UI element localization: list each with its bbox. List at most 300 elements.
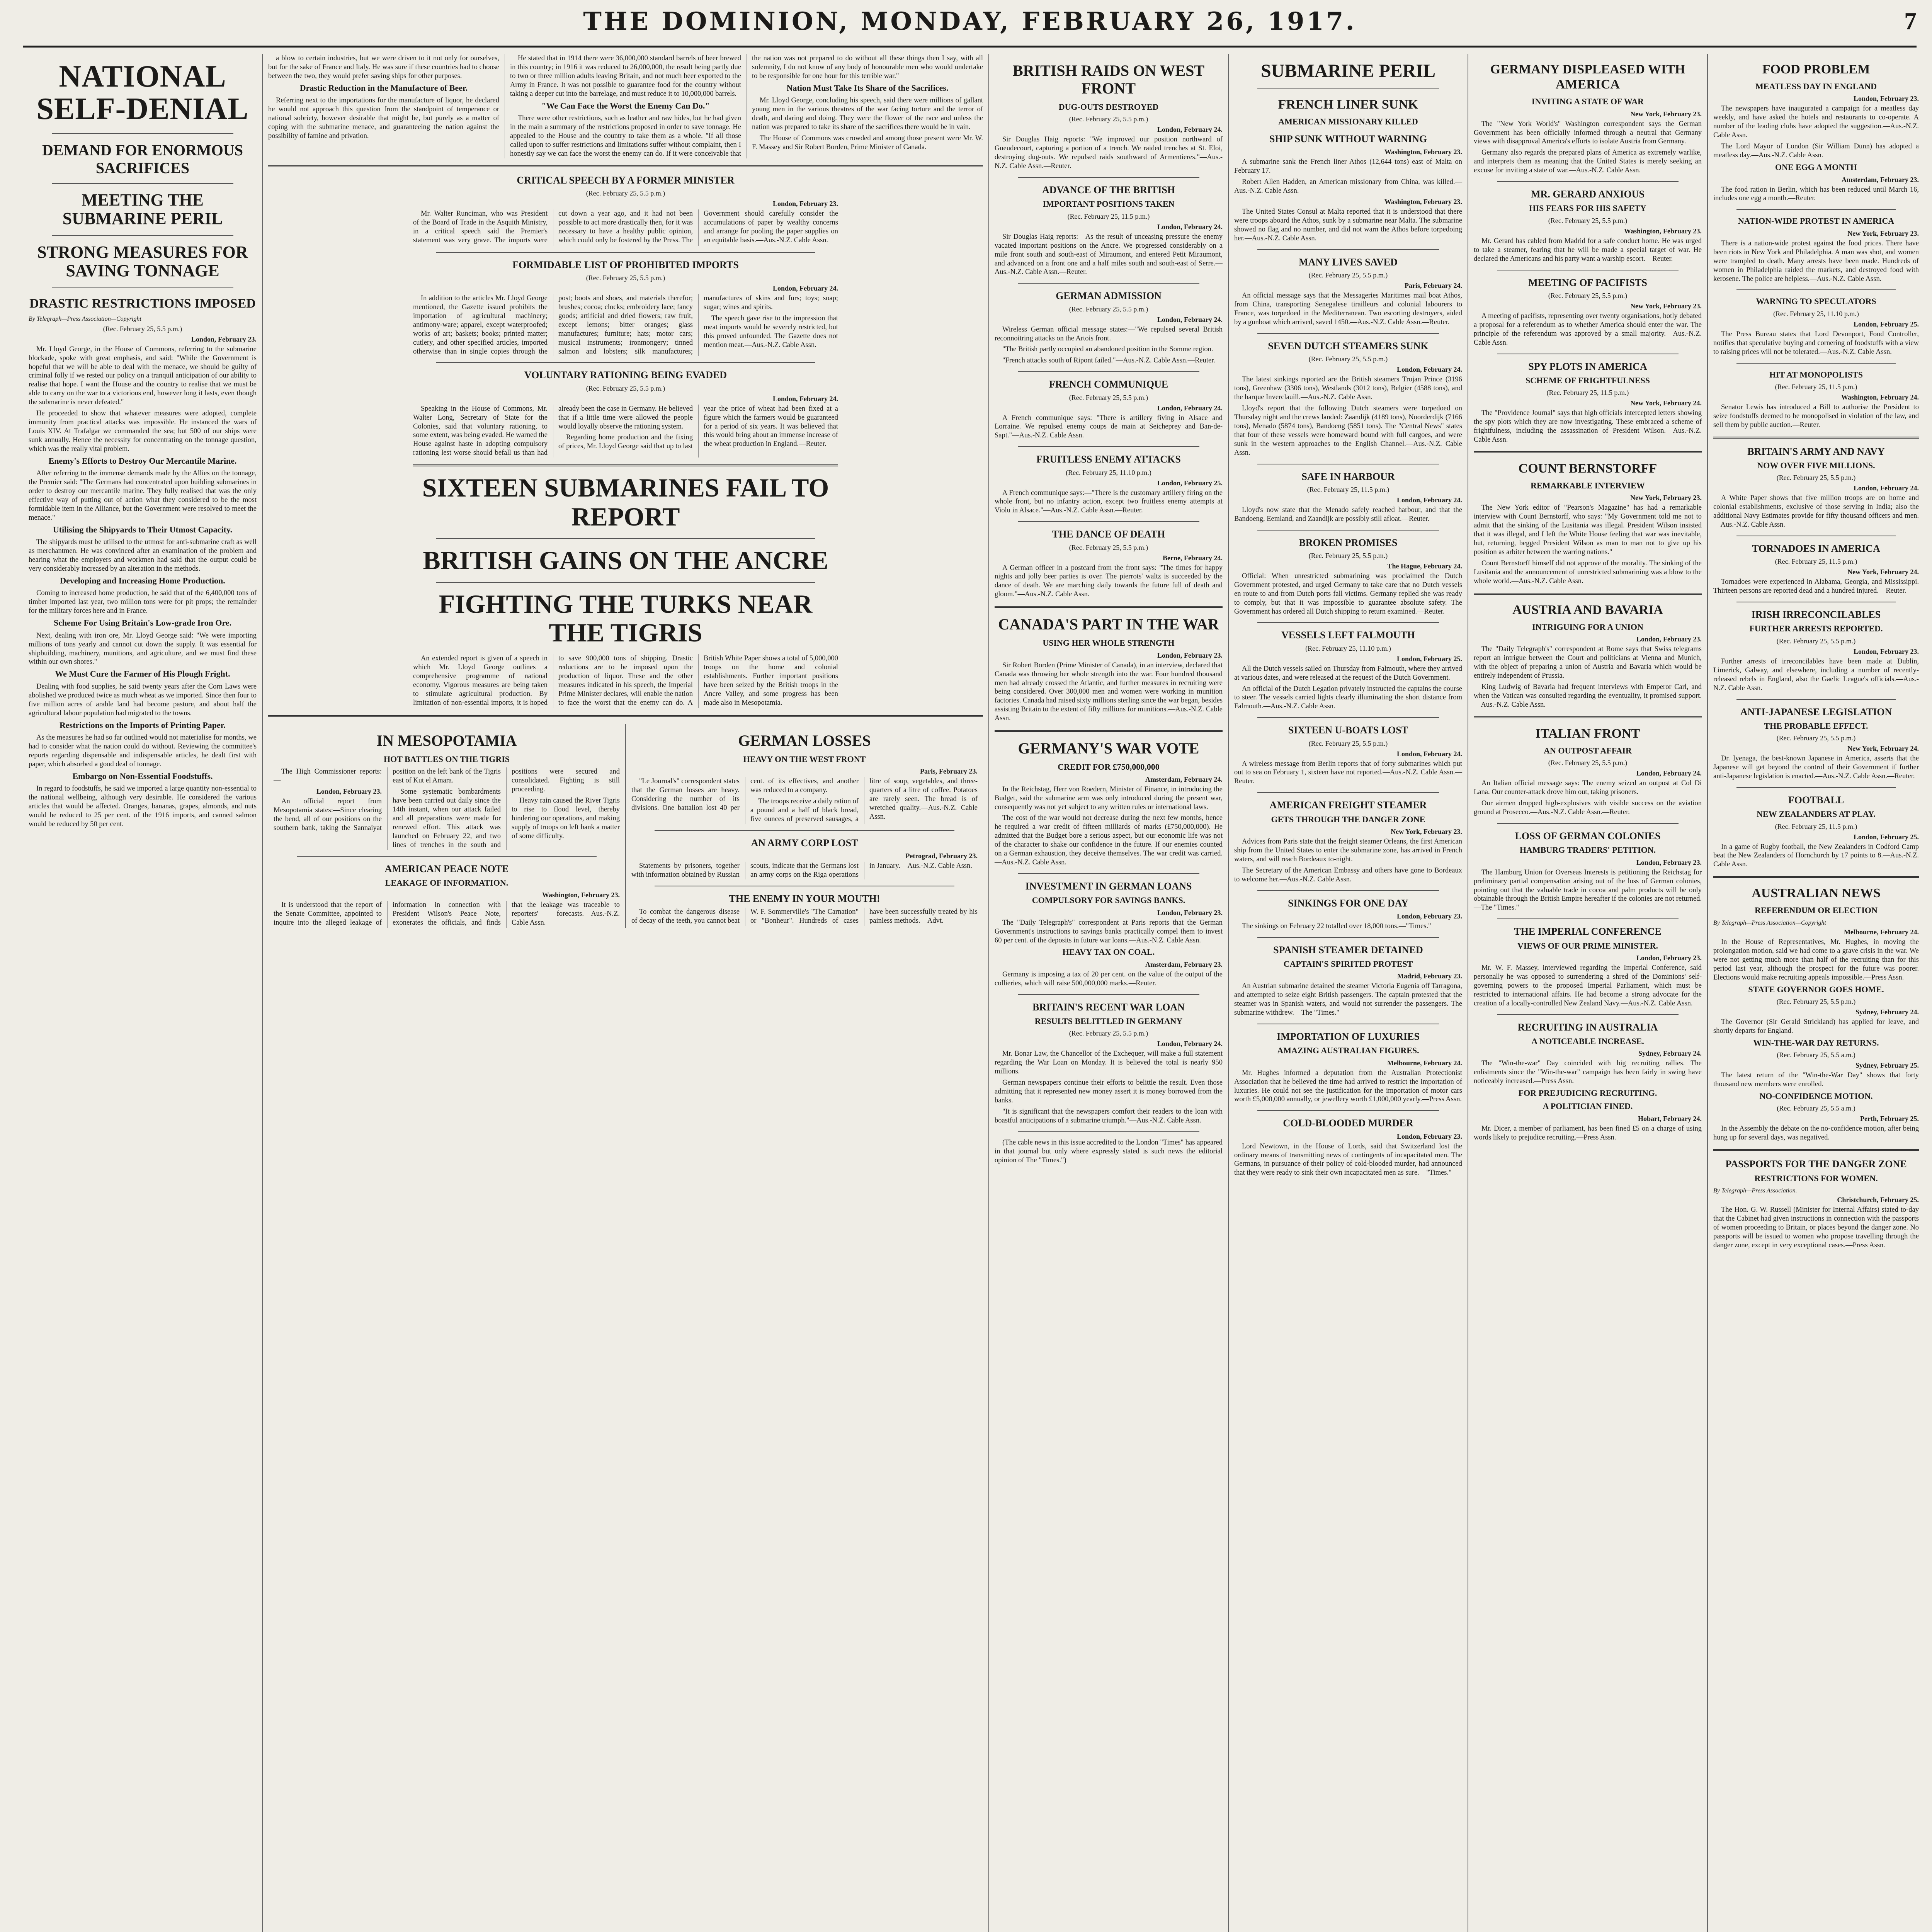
paragraph: The newspapers have inaugurated a campaign for a meatless day weekly, and have asked the hotels and restaurants to co-operate. A number of the leading clubs have adopted the suggestion.—Aus.-N.Z. Cable Assn. xyxy=(1713,105,1919,139)
article-body xyxy=(1234,291,1462,327)
headline: COUNT BERNSTORFF xyxy=(1518,461,1657,476)
paragraph: King Ludwig of Bavaria had frequent interviews with Emperor Carl, and when the Vatican was consulted regarding the eventuality, it promised support.—Aus.-N.Z. Cable Assn. xyxy=(1474,683,1702,709)
subhead: NEW ZEALANDERS AT PLAY. xyxy=(1757,809,1876,819)
subhead: THE PROBABLE EFFECT. xyxy=(1764,721,1868,731)
article-body xyxy=(1713,1071,1919,1089)
received-line: (Rec. February 25, 5.5 p.m.) xyxy=(1548,759,1628,767)
paragraph: Tornadoes were experienced in Alabama, Georgia, and Mississippi. Thirteen persons are reported dead and a hundred injured.—Reuter. xyxy=(1713,578,1919,595)
paragraph: The Press Bureau states that Lord Devonport, Food Controller, notifies that speculative buying and cornering of foodstuffs with a view to raising prices will not be tolerated.—Aus.-N.Z. Cable Assn. xyxy=(1713,330,1919,356)
paragraph: Sir Douglas Haig reports:—As the result of unceasing pressure the enemy vacated important positions on the Ancre. We progressed considerably on a mile front south and south-east of Miraumont, and entered Petit Miraumont, and advanced on a front one and a half miles south and south-east of Serre.—Aus.-N.Z. Cable Assn.—Reuter. xyxy=(995,233,1223,276)
received-line: (Rec. February 25, 5.5 p.m.) xyxy=(1776,474,1856,482)
dateline: London, February 23. xyxy=(191,335,257,343)
article-body xyxy=(1234,207,1462,243)
dateline: New York, February 24. xyxy=(1847,568,1919,576)
subhead: NOW OVER FIVE MILLIONS. xyxy=(1757,461,1875,471)
subhead: INTRIGUING FOR A UNION xyxy=(1532,622,1643,632)
subhead: RESULTS BELITTLED IN GERMANY xyxy=(1034,1016,1183,1026)
subhead: IMPORTANT POSITIONS TAKEN xyxy=(1043,199,1175,209)
paragraph: To combat the dangerous disease of decay of the teeth, you cannot beat W. F. Sommerville's "The Carnation" or "Bonheur". Hundreds of cases have been successfully treated by his painless methods.—Advt. xyxy=(631,908,978,925)
paragraph: The New York editor of "Pearson's Magazine" has had a remarkable interview with Count Bernstorff, who says: "My Government told me not to admit that the sinking of the Lusitania was illegal. President Wilson insisted that it was illegal, and I left the White House feeling that war was inevitable, but, returning, begged President Wilson as man to man not to give up his position as arbiter between the warring nations." xyxy=(1474,504,1702,556)
paragraph: The speech gave rise to the impression that meat imports would be severely restricted, but this proved unfounded. The Gazette does not mention meat.—Aus.-N.Z. Cable Assn. xyxy=(704,314,838,349)
received-line: (Rec. February 25, 11.5 p.m.) xyxy=(1775,383,1857,391)
dateline: London, February 23. xyxy=(1396,912,1462,920)
article-body xyxy=(274,901,620,928)
dateline: Amsterdam, February 24. xyxy=(1145,775,1223,783)
paragraph: In the Reichstag, Herr von Roedern, Minister of Finance, in introducing the Budget, said the submarine arm was only introduced during the present war, consequently was not yet subject to any written rules or international laws. xyxy=(995,785,1223,811)
paragraph: Lloyd's now state that the Menado safely reached harbour, and that the Bandoeng, Eemland, and Zaandijk are possibly still afloat.—Reuter. xyxy=(1234,506,1462,523)
column-1 xyxy=(23,54,263,1932)
headline-sixteen-submarines: SIXTEEN SUBMARINES FAIL TO REPORT xyxy=(422,473,829,532)
dateline: New York, February 23. xyxy=(1630,110,1702,118)
masthead-title: THE DOMINION, MONDAY, FEBRUARY 26, 1917. xyxy=(583,7,1357,36)
headline: SPANISH STEAMER DETAINED xyxy=(1273,944,1423,956)
headline: FRUITLESS ENEMY ATTACKS xyxy=(1036,454,1181,465)
headline-saving-tonnage: STRONG MEASURES FOR SAVING TONNAGE xyxy=(37,242,248,281)
article-body xyxy=(1713,494,1919,529)
dateline: London, February 23. xyxy=(1636,858,1702,866)
article-body xyxy=(1234,375,1462,457)
subhead: HEAVY ON THE WEST FRONT xyxy=(743,754,866,764)
paragraph: An official report from Mesopotamia states:—Since clearing the bend, all of our positions on the southern bank, taking the Sannaiyat position on the left bank of the Tigris east of Kut el Amara. xyxy=(274,768,501,832)
paragraph: Statements by prisoners, together with information obtained by Russian scouts, indicate that the Germans lost an army corps on the Riga operations in January.—Aus.-N.Z. Cable Assn. xyxy=(631,862,972,879)
page-number: 7 xyxy=(1904,7,1917,35)
dateline: Melbourne, February 24. xyxy=(1387,1059,1462,1067)
column-3 xyxy=(989,54,1229,1932)
received-line: (Rec. February 25, 5.5 p.m.) xyxy=(1308,355,1388,363)
headline: ADVANCE OF THE BRITISH xyxy=(1042,184,1175,196)
dateline: London, February 24. xyxy=(772,395,838,403)
headline: IMPORTATION OF LUXURIES xyxy=(1277,1031,1420,1043)
paragraph: In regard to foodstuffs, he said we imported a large quantity non-essential to the national wellbeing, although very desirable. He considered the various articles that would be affected. Oranges, bananas, grapes, almonds, and nuts would be reduced to 25 per cent. of the 1916 imports, and canned salmon would be reduced by 50 per cent. xyxy=(29,785,257,828)
subhead: Restrictions on the Imports of Printing Paper. xyxy=(60,720,226,730)
article-body xyxy=(995,661,1223,723)
subhead: Embargo on Non-Essential Foodstuffs. xyxy=(72,771,213,781)
headline: SINKINGS FOR ONE DAY xyxy=(1288,897,1408,909)
subhead: FURTHER ARRESTS REPORTED. xyxy=(1749,624,1883,634)
headline: STATE GOVERNOR GOES HOME. xyxy=(1748,984,1884,994)
dateline: London, February 24. xyxy=(1396,366,1462,374)
headline: SIXTEEN U-BOATS LOST xyxy=(1288,724,1408,736)
editorial-note xyxy=(995,1138,1223,1165)
dateline: Madrid, February 23. xyxy=(1397,972,1462,980)
dateline: London, February 25. xyxy=(1157,479,1223,487)
article-body xyxy=(1234,837,1462,884)
headline: SPY PLOTS IN AMERICA xyxy=(1528,361,1647,372)
article-body xyxy=(1234,506,1462,524)
headline: ITALIAN FRONT xyxy=(1535,726,1640,741)
headline: THE IMPERIAL CONFERENCE xyxy=(1514,926,1662,937)
received-line: (Rec. February 25, 5.5 p.m.) xyxy=(1776,734,1856,742)
received-line: (Rec. February 25, 5.5 p.m.) xyxy=(1308,271,1388,279)
received-line: (Rec. February 25, 5.5 p.m.) xyxy=(1776,637,1856,645)
article-body xyxy=(995,1049,1223,1125)
dateline: London, February 24. xyxy=(1157,315,1223,323)
received-line: (Rec. February 25, 11.5 p.m.) xyxy=(1775,822,1857,830)
paragraph: "Le Journal's" correspondent states that the German losses are heavy. Considering the number of its divisions. One battalion lost 40 per cent. of its effectives, and another was reduced to a company. xyxy=(631,777,859,812)
paragraph: A meeting of pacifists, representing over twenty organisations, hotly debated a proposal for a referendum as to whether America should enter the war. The principle of the referendum was approved by a small majority.—Aus.-N.Z. Cable Assn. xyxy=(1474,312,1702,347)
received-line: (Rec. February 25, 11.10 p.m.) xyxy=(1305,644,1391,652)
byline: By Telegraph—Press Association—Copyright xyxy=(29,315,141,322)
headline: GERMANY DISPLEASED WITH AMERICA xyxy=(1490,62,1685,92)
subhead: REMARKABLE INTERVIEW xyxy=(1531,480,1645,490)
paragraph: Mr. W. F. Massey, interviewed regarding the Imperial Conference, said personally he was opposed to surrendering a shred of the Dominions' self-governing powers to the proposed Imperial Parliament, which must be restricted to international affairs. He had become a strong advocate for the creation of a locally-controlled New Zealand Navy.—Aus.-N.Z. Cable Assn. xyxy=(1474,964,1702,1007)
paragraph: Senator Lewis has introduced a Bill to authorise the President to seize foodstuffs deemed to be monopolised in violation of the law, and sell them by public auction.—Reuter. xyxy=(1713,403,1919,429)
article-body xyxy=(995,489,1223,515)
paragraph: Our airmen dropped high-explosives with visible success on the aviation ground at Prosecco.—Aus.-N.Z. Cable Assn.—Reuter. xyxy=(1474,799,1702,816)
paragraph: The latest return of the "Win-the-War Day" shows that forty thousand new members were enrolled. xyxy=(1713,1071,1919,1088)
dateline: Berne, February 24. xyxy=(1163,554,1223,562)
paragraph: It is understood that the report of the Senate Committee, appointed to inquire into the alleged leakage of information in connection with President Wilson's Peace Note, exonerates the officials, and finds that the leakage was traceable to reporters' forecasts.—Aus.-N.Z. Cable Assn. xyxy=(274,901,620,927)
dateline: Washington, February 24. xyxy=(1841,393,1919,401)
dateline: New York, February 24. xyxy=(1847,745,1919,753)
article-body xyxy=(631,777,978,824)
article-body xyxy=(1713,754,1919,781)
article-body xyxy=(1234,665,1462,711)
headline: FRENCH LINER SUNK xyxy=(1278,97,1418,112)
headline: PASSPORTS FOR THE DANGER ZONE xyxy=(1725,1158,1907,1170)
paragraph: Dealing with food supplies, he said twenty years after the Corn Laws were abolished we produced twice as much wheat as we imported. Since then four to five million acres of arable land had become pasture, and about half the agricultural labour population had migrated to the towns. xyxy=(29,682,257,717)
paragraph: Lloyd's report that the following Dutch steamers were torpedoed on Thursday night and the crews landed: Zaandijk (4189 tons), Noorderdijk (7166 tons), Menado (5874 tons), Bandoeng (5851 tons). The "Central News" states that four of these vessels were homeward bound with full cargoes, and were sunk in the western approaches to the English Channel.—Aus.-N.Z. Cable Assn. xyxy=(1234,404,1462,457)
paragraph: He stated that in 1914 there were 36,000,000 standard barrels of beer brewed in this country; in 1916 it was reduced to 26,000,000, the result being partly due to two or three million adults leaving Britain, and not much beer exported to the Army in France. It was not possible to guarantee food for the country without taking a deeper cut into the barrelage, and must reduce it to 10,000,000 barrels. xyxy=(510,54,741,98)
received-line: (Rec. February 25, 5.5 p.m.) xyxy=(1308,739,1388,747)
paragraph: Next, dealing with iron ore, Mr. Lloyd George said: "We were importing millions of tons yearly and cannot cut down the supply. It was essential for shipbuilding, machinery, munitions, and agriculture, and we must find these within our own shores." xyxy=(29,631,257,666)
paragraph: An Italian official message says: The enemy seized an outpost at Col Di Lana. Our counter-attack drove him out, taking prisoners. xyxy=(1474,779,1702,796)
article-body xyxy=(631,862,978,879)
dateline: London, February 25. xyxy=(1396,655,1462,663)
article-body xyxy=(995,918,1223,945)
subhead: SCHEME OF FRIGHTFULNESS xyxy=(1526,375,1650,385)
subhead: INVITING A STATE OF WAR xyxy=(1531,97,1644,107)
headline: THE ENEMY IN YOUR MOUTH! xyxy=(729,893,880,905)
headline: FOR PREJUDICING RECRUITING. xyxy=(1518,1088,1657,1098)
paragraph: "French attacks south of Ripont failed."—Aus.-N.Z. Cable Assn.—Reuter. xyxy=(1002,357,1216,365)
received-line: (Rec. February 25, 11.10 p.m.) xyxy=(1773,310,1859,318)
dateline: New York, February 23. xyxy=(1630,494,1702,502)
paragraph: Robert Allen Hadden, an American missionary from China, was killed.—Aus.-N.Z. Cable Assn. xyxy=(1234,178,1462,195)
paragraph: The Hamburg Union for Overseas Interests is petitioning the Reichstag for preliminary partial compensation arising out of the loss of German colonies, pointing out that the valuable trade in cocoa and palm products will be only obtainable through the British Empire hereafter if the colonies are not returned.—The "Times." xyxy=(1474,868,1702,912)
dateline: Paris, February 24. xyxy=(1405,282,1462,290)
paragraph: The food ration in Berlin, which has been reduced until March 16, includes one egg a month.—Reuter. xyxy=(1713,185,1919,202)
article-body xyxy=(1234,982,1462,1017)
advertisement-body xyxy=(631,908,978,926)
dateline: Melbourne, February 24. xyxy=(1844,928,1919,936)
headline: SEVEN DUTCH STEAMERS SUNK xyxy=(1268,340,1429,352)
received-line: (Rec. February 25, 5.5 p.m.) xyxy=(1069,1029,1148,1037)
article-body xyxy=(1713,843,1919,869)
dateline: London, February 24. xyxy=(1396,496,1462,504)
dateline: London, February 24. xyxy=(1396,750,1462,758)
received-line: (Rec. February 25, 5.5 p.m.) xyxy=(1069,305,1148,313)
article-body xyxy=(995,785,1223,867)
headline-fighting-turks: FIGHTING THE TURKS NEAR THE TIGRIS xyxy=(439,589,813,648)
paragraph: All the Dutch vessels sailed on Thursday from Falmouth, where they arrived at various dates, and were released at the request of the Dutch Government. xyxy=(1234,665,1462,682)
dateline: London, February 23. xyxy=(1636,635,1702,643)
critical-speech-article xyxy=(413,174,838,708)
subhead: Utilising the Shipyards to Their Utmost Capacity. xyxy=(53,524,233,534)
received-line: (Rec. February 25, 11.5 p.m.) xyxy=(1546,389,1629,397)
article-body xyxy=(1474,237,1702,264)
received-line: (Rec. February 25, 5.5 p.m.) xyxy=(586,384,665,392)
headline: FOOTBALL xyxy=(1788,794,1844,806)
headline: AN ARMY CORP LOST xyxy=(751,837,858,849)
dateline: London, February 23. xyxy=(772,199,838,207)
headline: COLD-BLOODED MURDER xyxy=(1283,1117,1413,1129)
headline: NO-CONFIDENCE MOTION. xyxy=(1759,1091,1873,1101)
paragraph: He proceeded to show that whatever measures were adopted, complete immunity from practical attacks was impossible. He instanced the wars of Louis XIV. At Trafalgar we commanded the sea; but 500 of our ships were sunk annually. Hence the necessity for concentrating on the tonnage question, which was the really vital problem. xyxy=(29,410,257,453)
subhead: AMERICAN MISSIONARY KILLED xyxy=(1278,116,1418,126)
paragraph: The "Daily Telegraph's" correspondent at Paris reports that the German Government's instructions to savings banks practically compel them to invest 60 per cent. of the deposits in future war loans.—Aus.-N.Z. Cable Assn. xyxy=(995,918,1223,944)
headline: AMERICAN FREIGHT STEAMER xyxy=(1269,799,1427,811)
received-line: (Rec. February 25, 5.5 p.m.) xyxy=(1069,393,1148,401)
subhead: Nation Must Take Its Share of the Sacrifices. xyxy=(786,83,949,93)
received-line: (Rec. February 25, 5.5 p.m.) xyxy=(1548,291,1628,299)
article-body xyxy=(1713,578,1919,595)
dateline: Perth, February 25. xyxy=(1860,1115,1919,1123)
subhead: Developing and Increasing Home Production. xyxy=(60,576,225,586)
headline: WIN-THE-WAR DAY RETURNS. xyxy=(1753,1037,1879,1048)
paragraph: Sir Douglas Haig reports: "We improved our position northward of Gueudecourt, capturing a portion of a trench. We raided trenches at St. Eloi, destroying dug-outs. We repulsed raids southward of Armentieres."—Aus.-N.Z. Cable Assn.—Reuter. xyxy=(995,136,1223,170)
subhead: LEAKAGE OF INFORMATION. xyxy=(385,878,509,888)
article-body xyxy=(1234,572,1462,616)
received-line: (Rec. February 25, 11.5 p.m.) xyxy=(1775,558,1857,566)
paragraph: "It is significant that the newspapers comfort their readers to the loan with boastful anticipations of a submarine triumph."—Aus.-N.Z. Cable Assn. xyxy=(995,1107,1223,1124)
paragraph: Speaking in the House of Commons, Mr. Walter Long, Secretary of State for the Colonies, said that voluntary rationing, to some extent, was being evaded. He warned the House against haste in adopting compulsory rationing lest worse should befall us than had already been the case in Germany. He believed that if a little time were allowed the people would loyally observe the rationing system. xyxy=(413,405,693,457)
headline: THE DANCE OF DEATH xyxy=(1052,529,1165,540)
headline: MR. GERARD ANXIOUS xyxy=(1531,189,1645,200)
subhead: GETS THROUGH THE DANGER ZONE xyxy=(1271,814,1425,824)
lower-split xyxy=(268,724,983,928)
dateline: Petrograd, February 23. xyxy=(905,852,978,860)
paragraph: (The cable news in this issue accredited to the London "Times" has appeared in that journal but only where expressly stated is such news the editorial opinion of The "Times.") xyxy=(995,1138,1223,1164)
received-line: (Rec. February 25, 5.5 p.m.) xyxy=(103,325,182,333)
headline: FOOD PROBLEM xyxy=(1762,62,1870,77)
paragraph: Advices from Paris state that the freight steamer Orleans, the first American ship from the United States to enter the submarine zone, has arrived in French waters, and will reach Bordeaux to-night. xyxy=(1234,837,1462,863)
dateline: London, February 25. xyxy=(1853,833,1919,841)
dateline: Washington, February 23. xyxy=(1384,148,1462,156)
paragraph: Mr. Dicer, a member of parliament, has been fined £5 on a charge of using words likely to prejudice recruiting.—Press Assn. xyxy=(1474,1124,1702,1141)
paragraph: An official of the Dutch Legation privately instructed the captains the course to steer. The vessels carried lights clearly illuminating the short distance from Falmouth.—Aus.-N.Z. Cable Assn. xyxy=(1234,685,1462,711)
received-line: (Rec. February 25, 5.5 p.m.) xyxy=(1776,997,1856,1005)
paragraph: The "Win-the-war" Day coincided with big recruiting rallies. The enlistments since the "Win-the-war" campaign has been fairly in swing have noticeably increased.—Press Assn. xyxy=(1474,1060,1702,1085)
article-body xyxy=(1713,239,1919,284)
article-body xyxy=(1234,158,1462,196)
headline: BRITISH RAIDS ON WEST FRONT xyxy=(1012,62,1205,97)
subhead: Scheme For Using Britain's Low-grade Iron Ore. xyxy=(53,618,232,628)
paragraph: The shipyards must be utilised to the utmost for anti-submarine craft as well as merchantmen. He was convinced after an examination of the problem and hearing what the employers and workmen had said that the output could be very considerably increased by an alteration in the methods. xyxy=(29,538,257,573)
subhead: AMAZING AUSTRALIAN FIGURES. xyxy=(1277,1046,1419,1056)
headline: RECRUITING IN AUSTRALIA xyxy=(1517,1021,1658,1033)
received-line: (Rec. February 25, 11.5 p.m.) xyxy=(1067,212,1150,220)
paragraph: The Hon. G. W. Russell (Minister for Internal Affairs) stated to-day that the Cabinet had given instructions in connection with the passports of women proceeding to Britain, or places beyond the danger zone. No passports will be issued to women who propose travelling through the danger zone, except in very exceptional cases.—Press Assn. xyxy=(1713,1206,1919,1249)
paragraph: In a game of Rugby football, the New Zealanders in Codford Camp beat the New Zealanders of Hornchurch by 17 points to 8.—Aus.-N.Z. Cable Assn. xyxy=(1713,843,1919,869)
headline: BRITAIN'S ARMY AND NAVY xyxy=(1747,446,1885,457)
headline: BROKEN PROMISES xyxy=(1299,537,1398,548)
dateline: London, February 23. xyxy=(1853,647,1919,655)
paragraph: Coming to increased home production, he said that of the 6,400,000 tons of timber imported last year, two million tons were for pit props; the remainder for the military forces here and in France. xyxy=(29,589,257,615)
subhead: Drastic Reduction in the Manufacture of Beer. xyxy=(299,83,468,93)
subhead: Enemy's Efforts to Destroy Our Mercantile Marine. xyxy=(48,456,237,466)
subhead: USING HER WHOLE STRENGTH xyxy=(1043,638,1175,648)
article-body xyxy=(413,209,838,246)
paragraph: An official message says that the Messageries Maritimes mail boat Athos, from China, transporting Senegalese tirailleurs and colonial labourers to France, was torpedoed in the Mediterranean. Two escorting destroyers, aided by a gunboat which arrived, saved 1450.—Aus.-N.Z. Cable Assn.—Reuter. xyxy=(1234,292,1462,326)
paragraph: Mr. Walter Runciman, who was President of the Board of Trade in the Asquith Ministry, in a critical speech said the Premier's statement was very grave. The imports were cut down a year ago, and it had not been possible to act more drastically then, for it was necessary to have a healthy public opinion, which could only be fostered by the Press. The Government should carefully consider the accumulations of paper by wealthy concerns and arrange for pooling the paper supplies on an equitable basis.—Aus.-N.Z. Cable Assn. xyxy=(413,209,838,244)
paragraph: The sinkings on February 22 totalled over 18,000 tons.—"Times." xyxy=(1242,922,1431,930)
headline-british-gains: BRITISH GAINS ON THE ANCRE xyxy=(423,545,828,575)
dateline: Sydney, February 25. xyxy=(1855,1061,1919,1070)
paragraph: A submarine sank the French liner Athos (12,644 tons) east of Malta on February 17. xyxy=(1234,158,1462,175)
received-line: (Rec. February 25, 5.5 a.m.) xyxy=(1777,1051,1855,1059)
headline-drastic-restrictions: DRASTIC RESTRICTIONS IMPOSED xyxy=(29,296,256,311)
column-6 xyxy=(1708,54,1924,1932)
column-2 xyxy=(263,54,989,1932)
headline: WARNING TO SPECULATORS xyxy=(1756,296,1876,306)
paragraph: In addition to the articles Mr. Lloyd George mentioned, the Gazette issued prohibits the importation of agricultural machinery; antimony-ware; apparel, except waterproofed; works of art; baskets; books; printed matter; cutlery, and other specified articles, imported otherwise than in single copies through the post; boots and shoes, and materials therefor; brushes; cocoa; clocks; embroidery lace; fancy goods; artificial and dried flowers; raw fruit, except lemons; bitter oranges; glass manufactures; furniture; hats; motor cars; musical instruments; ironmongery; tinned salmon and lobsters; silk manufactures; manufactures of skins and furs; toys; soap; sugar; wines and spirits. xyxy=(413,294,838,355)
dateline: London, February 24. xyxy=(772,284,838,292)
paragraph: Mr. Gerard has cabled from Madrid for a safe conduct home. He was urged to take a steamer, fearing that he will be made a special target of war. He declared the Americans and his party want a warship escort.—Reuter. xyxy=(1474,237,1702,263)
paragraph: Heavy rain caused the River Tigris to rise to flood level, thereby hindering our operations, and making supply of troops on left bank a matter of some difficulty. xyxy=(512,797,620,840)
paragraph: The Governor (Sir Gerald Strickland) has applied for leave, and shortly departs for England. xyxy=(1713,1018,1919,1035)
paragraph: The troops receive a daily ration of a pound and a half of black bread, five ounces of preserved sausages, a litre of soup, vegetables, and three-quarters of a litre of coffee. Potatoes are rarely seen. The bread is of wretched quality.—Aus.-N.Z. Cable Assn. xyxy=(750,777,978,823)
subhead: "We Can Face the Worst the Enemy Can Do." xyxy=(541,100,710,111)
dateline: London, February 24. xyxy=(1636,769,1702,777)
subhead: HAMBURG TRADERS' PETITION. xyxy=(1519,845,1656,855)
article-body xyxy=(1474,1124,1702,1142)
paragraph: A French communique says: "There is artillery fiving in Alsace and Lorraine. We repulsed enemy coups de main at Seicheprey and Ban-de-Sapt."—Aus.-N.Z. Cable Assn. xyxy=(995,414,1223,440)
paragraph: The "Daily Telegraph's" correspondent at Rome says that Swiss telegrams report an intrigue between the Court and politicians at Vienna and Munich, with the object of preparing a union of Austria and Bavaria which would be entirely independent of Prussia. xyxy=(1474,645,1702,680)
article-body xyxy=(1474,120,1702,175)
dateline: London, February 23. xyxy=(1157,908,1223,917)
article-body xyxy=(995,233,1223,277)
received-line: (Rec. February 25, 5.5 p.m.) xyxy=(586,189,665,197)
article-body xyxy=(1713,185,1919,203)
article-body xyxy=(413,294,838,356)
article-body xyxy=(1474,503,1702,585)
paragraph: The Secretary of the American Embassy and others have gone to Bordeaux to welcome her.—Aus.-N.Z. Cable Assn. xyxy=(1234,866,1462,883)
dateline: Hobart, February 24. xyxy=(1638,1114,1702,1122)
paragraph: Sir Robert Borden (Prime Minister of Canada), in an interview, declared that Canada was throwing her whole strength into the war. Four hundred thousand men had already crossed the Atlantic, and further measures in recruiting were being considered. Over 300,000 men and women were working in munition factories. Canada had raised sixty millions sterling since the war began, besides assisting Britain to the extent of fifty millions for munitions.—Aus.-N.Z. Cable Assn. xyxy=(995,661,1223,723)
dateline: London, February 24. xyxy=(1853,484,1919,492)
paragraph: Further arrests of irreconcilables have been made at Dublin, Limerick, Galway, and elsewhere, including a number of recently-released rebels in England, also the Gaelic League's officials.—Aus.-N.Z. Cable Assn. xyxy=(1713,657,1919,692)
article-body xyxy=(1234,760,1462,786)
received-line: (Rec. February 25, 11.5 p.m.) xyxy=(1307,485,1389,493)
article-body xyxy=(1234,922,1462,931)
received-line: (Rec. February 25, 11.10 p.m.) xyxy=(1066,468,1151,476)
dateline: New York, February 23. xyxy=(1847,229,1919,237)
subhead: COMPULSORY FOR SAVINGS BANKS. xyxy=(1032,895,1185,905)
headline: NATION-WIDE PROTEST IN AMERICA xyxy=(1738,216,1895,226)
article-body xyxy=(1713,1018,1919,1036)
headline: FRENCH COMMUNIQUE xyxy=(1049,379,1168,390)
dateline: Amsterdam, February 23. xyxy=(1842,175,1919,184)
dateline: Sydney, February 24. xyxy=(1855,1008,1919,1016)
article-body xyxy=(1474,964,1702,1008)
dateline: Washington, February 23. xyxy=(542,891,620,899)
dateline: London, February 24. xyxy=(1157,126,1223,134)
article-body-continued xyxy=(268,54,983,158)
subhead: REFERENDUM OR ELECTION xyxy=(1755,905,1878,915)
headline: SUBMARINE PERIL xyxy=(1260,61,1436,81)
subhead: We Must Cure the Farmer of His Plough Fright. xyxy=(55,669,230,679)
dateline: London, February 23. xyxy=(316,787,382,796)
received-line: (Rec. February 25, 5.5 p.m.) xyxy=(1069,115,1148,123)
paragraph: The "New York World's" Washington correspondent says the German Government has been officially informed through a neutral that Germany views with disapproval America's efforts to isolate Austria from Germany. xyxy=(1474,120,1702,146)
paragraph: In the Assembly the debate on the no-confidence motion, after being hung up for several days, was negatived. xyxy=(1713,1125,1919,1142)
headline: HIT AT MONOPOLISTS xyxy=(1769,369,1863,379)
paragraph: The High Commissioner reports:— xyxy=(274,768,382,785)
paragraph: Mr. Lloyd George, concluding his speech, said there were millions of gallant young men in the various theatres of the war facing torture and the terror of death, and daring and doing. They were the flower of the race and unless the nation was prepared to take its share of the sacrifices there would be in vain. xyxy=(752,97,983,131)
summary-body xyxy=(413,654,838,708)
headline: IN MESOPOTAMIA xyxy=(376,731,517,749)
paragraph: Mr. Bonar Law, the Chancellor of the Exchequer, will make a full statement regarding the War Loan on Monday. It is believed the total is nearly 950 millions. xyxy=(995,1050,1223,1076)
paragraph: Germany is imposing a tax of 20 per cent. on the value of the output of the collieries, which will raise 500,000,000 marks.—Reuter. xyxy=(995,970,1223,987)
paragraph: Mr. Lloyd George, in the House of Commons, referring to the submarine blockade, spoke with great emphasis, and said: "While the Government is hopeful that we will be able to deal with the menace, we should be guilty of criminal folly if we rested our policy on a tranquil anticipation of our ability to realise that hope. I want the House and the country to realise that we must be able to carry on the war to a victorious end, however long it lasts, even though the submarine is never defeated." xyxy=(29,345,257,406)
paragraph: Referring next to the importations for the manufacture of liquor, he declared he would not approach this question from the standpoint of temperance or national sobriety, however desirable that might be, but purely as a matter of coping with the submarine menace, and guaranteeing the nation against the possibility of famine and privation. xyxy=(268,97,499,140)
article-body xyxy=(1474,868,1702,913)
headline: AUSTRIA AND BAVARIA xyxy=(1512,602,1663,617)
subhead: CAPTAIN'S SPIRITED PROTEST xyxy=(1283,959,1413,969)
dateline: Paris, February 23. xyxy=(920,767,978,776)
german-losses-article xyxy=(626,724,983,928)
paragraph: A German officer in a postcard from the front says: "The times for happy nights and jolly beer parties is over. The pierrots' waltz is succeeded by the dance of death. We are marching daily towards the future full of death and gloom."—Aus.-N.Z. Cable Assn. xyxy=(995,564,1223,599)
headline: LOSS OF GERMAN COLONIES xyxy=(1515,830,1661,842)
headline: HEAVY TAX ON COAL. xyxy=(1062,947,1155,957)
received-line: (Rec. February 25, 5.5 p.m.) xyxy=(1308,551,1388,560)
paragraph: Germany also regards the prepared plans of America as extremely warlike, and interprets them as meaning that the United States is merely seeking an excuse for inviting a state of war.—Aus.-N.Z. Cable Assn. xyxy=(1474,149,1702,175)
article-body xyxy=(274,767,620,849)
headline: ANTI-JAPANESE LEGISLATION xyxy=(1740,706,1892,718)
paragraph: Mr. Hughes informed a deputation from the Australian Protectionist Association that he believed the time had arrived to restrict the importation of luxuries. He could not see the justification for the importation of motor cars worth £5,000,000 annually, or jewellery worth £1,000,000 yearly.—Press Assn. xyxy=(1234,1069,1462,1104)
byline: By Telegraph—Press Association—Copyright xyxy=(1713,919,1826,926)
article-body xyxy=(1713,1206,1919,1250)
article-body xyxy=(995,414,1223,440)
received-line: (Rec. February 25, 5.5 p.m.) xyxy=(586,274,665,282)
dateline: London, February 24. xyxy=(1157,404,1223,412)
received-line: (Rec. February 25, 5.5 a.m.) xyxy=(1777,1104,1855,1112)
article-body xyxy=(1474,779,1702,817)
dateline: London, February 24. xyxy=(1157,1040,1223,1048)
paragraph: There were other restrictions, such as leather and raw hides, but he had given in the main a summary of the restrictions proposed in order to save tonnage. He appealed to the House and the country to take them as a whole. "If all those called upon to suffer restrictions and limitations suffer without complaint, then I honestly say we can face the worst the enemy can do. If it were conceivable that the nation was not prepared to do without all these things then I say, with all solemnity, I do not know of any body of honourable men who would undertake to be responsible for one hour for this terrible war." xyxy=(510,54,983,158)
headline: GERMAN ADMISSION xyxy=(1056,290,1162,302)
article-body xyxy=(1713,657,1919,693)
dateline: Christchurch, February 25. xyxy=(1837,1196,1919,1204)
article-body xyxy=(1474,645,1702,709)
article-body xyxy=(1474,312,1702,347)
paragraph: Count Bernstorff himself did not approve of the morality. The sinking of the Lusitania and the announcement of unrestricted submarining was a blow to the whole world.—Aus.-N.Z. Cable Assn. xyxy=(1474,559,1702,585)
paragraph: Some systematic bombardments have been carried out daily since the 14th instant, when our attack failed and all preparations were made for renewed effort. This attack was launched on February 22, and two lines of trenches in the south and positions were secured and consolidated. Fighting is still proceeding. xyxy=(393,768,620,849)
column-5 xyxy=(1468,54,1708,1932)
subhead: MEATLESS DAY IN ENGLAND xyxy=(1755,82,1877,92)
paragraph: In the House of Representatives, Mr. Hughes, in moving the prolongation motion, said we had come to a grave crisis in the war. We were not getting much more than half of the recruiting than for this period last year, although the prospect for the future was poorer. Elections would make recruiting appeals impossible.—Press Assn. xyxy=(1713,938,1919,981)
headline-national-self-denial: NATIONAL SELF-DENIAL xyxy=(36,60,249,126)
paragraph: German newspapers continue their efforts to belittle the result. Even those admitting that it represented new money assert it is money borrowed from the banks. xyxy=(995,1079,1223,1104)
headline: GERMAN LOSSES xyxy=(738,731,871,749)
article-body xyxy=(995,325,1223,366)
paragraph: Dr. Iyenaga, the best-known Japanese in America, asserts that the Japanese will get beyond the control of their Government if further anti-Japanese legislation is enacted.—Aus.-N.Z. Cable Assn.—Reuter. xyxy=(1713,755,1919,781)
paragraph: A wireless message from Berlin reports that of forty submarines which put out to sea on February 1, sixteen have not reported.—Aus.-N.Z. Cable Assn.—Reuter. xyxy=(1234,760,1462,786)
headline: AMERICAN PEACE NOTE xyxy=(384,863,509,874)
headline: IRISH IRRECONCILABLES xyxy=(1751,609,1881,621)
dateline: New York, February 24. xyxy=(1630,399,1702,407)
article-body xyxy=(1713,938,1919,982)
subhead: CREDIT FOR £750,000,000 xyxy=(1058,762,1160,772)
headline: TORNADOES IN AMERICA xyxy=(1752,543,1880,554)
dateline: London, February 23. xyxy=(1157,651,1223,659)
received-line: (Rec. February 25, 5.5 p.m.) xyxy=(1548,216,1628,224)
received-line: (Rec. February 25, 5.5 p.m.) xyxy=(1069,543,1148,551)
article-body xyxy=(1713,330,1919,357)
article-body xyxy=(1474,409,1702,444)
dateline: The Hague, February 24. xyxy=(1387,562,1462,570)
